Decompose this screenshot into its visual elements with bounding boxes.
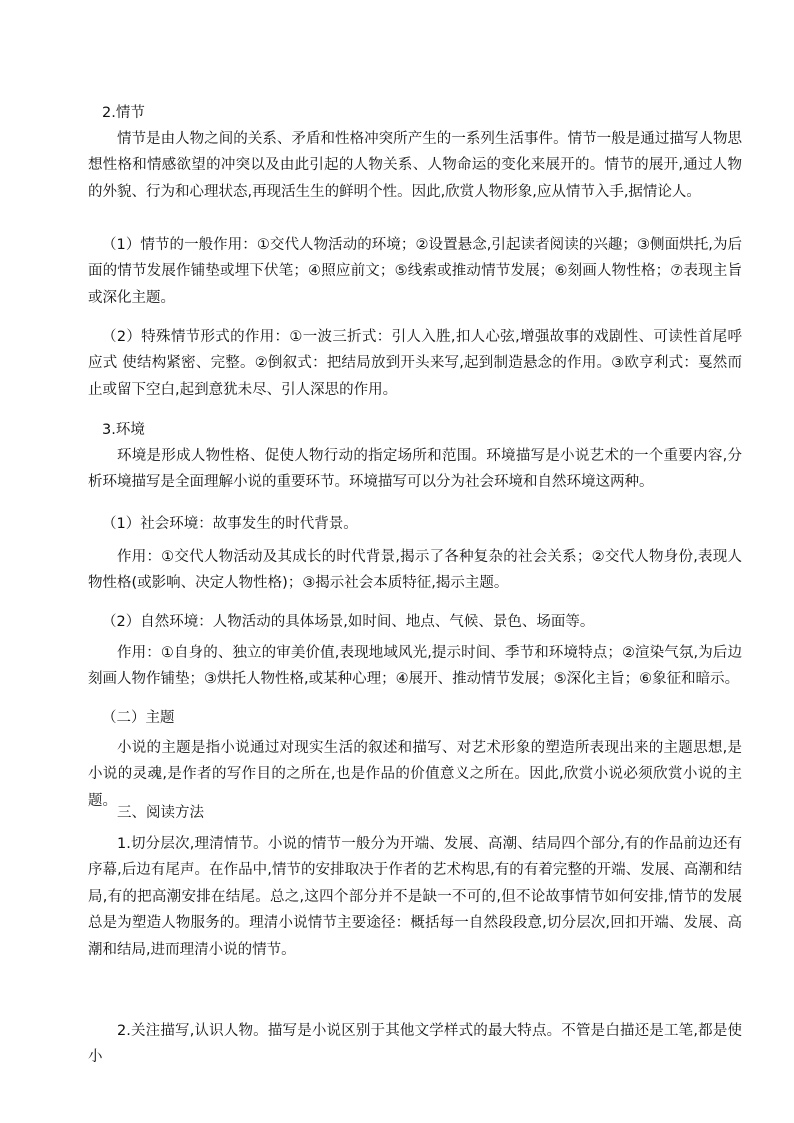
section-heading-plot: 2.情节 <box>102 105 145 121</box>
paragraph-plot-general-function: （1）情节的一般作用：①交代人物活动的环境；②设置悬念,引起读者阅读的兴趣；③侧面烘托,为后面的情节发展作铺垫或埋下伏笔；④照应前文；⑤线索或推动情节发展；⑥刻画人物性格；⑦表现主旨或深化主题。 <box>88 237 742 306</box>
paragraph-method-1: 1.切分层次,理清情节。小说的情节一般分为开端、发展、高潮、结局四个部分,有的作品前边还有序幕,后边有尾声。在作品中,情节的安排取决于作者的艺术构思,有的有着完整的开端、发展、高潮和结局,有的把高潮安排在结尾。总之,这四个部分并不是缺一不可的,但不论故事情节如何安排,情节的发展总是为塑造人物服务的。理清小说情节主要途径：概括每一自然段段意,切分层次,回扣开端、发展、高潮和结局,进而理清小说的情节。 <box>88 836 742 958</box>
paragraph-natural-environment-function: 作用：①自身的、独立的审美价值,表现地域风光,提示时间、季节和环境特点；②渲染气氛,为后边刻画人物作铺垫；③烘托人物性格,或某种心理；④展开、推动情节发展；⑤深化主旨；⑥象征和暗示。 <box>88 645 742 688</box>
paragraph-plot-special-forms: （2）特殊情节形式的作用：①一波三折式：引人入胜,扣人心弦,增强故事的戏剧性、可读性首尾呼应式 使结构紧密、完整。②倒叙式：把结局放到开头来写,起到制造悬念的作用。③欧亨利式：戛然而止或留下空白,起到意犹未尽、引人深思的作用。 <box>88 329 742 398</box>
section-heading-reading-methods: 三、阅读方法 <box>117 805 204 821</box>
paragraph-natural-environment: （2）自然环境：人物活动的具体场景,如时间、地点、气候、景色、场面等。 <box>102 614 595 630</box>
paragraph-environment-definition: 环境是形成人物性格、促使人物行动的指定场所和范围。环境描写是小说艺术的一个重要内容,分析环境描写是全面理解小说的重要环节。环境描写可以分为社会环境和自然环境这两种。 <box>88 448 742 491</box>
section-heading-environment: 3.环境 <box>102 422 145 438</box>
paragraph-social-environment-function: 作用：①交代人物活动及其成长的时代背景,揭示了各种复杂的社会关系；②交代人物身份,表现人物性格(或影响、决定人物性格)；③揭示社会本质特征,揭示主题。 <box>88 549 742 592</box>
paragraph-plot-definition: 情节是由人物之间的关系、矛盾和性格冲突所产生的一系列生活事件。情节一般是通过描写人物思想性格和情感欲望的冲突以及由此引起的人物关系、人物命运的变化来展开的。情节的展开,通过人物的外貌、行为和心理状态,再现活生生的鲜明个性。因此,欣赏人物形象,应从情节入手,据情论人。 <box>88 131 742 200</box>
section-heading-theme: （二）主题 <box>102 710 175 726</box>
paragraph-social-environment: （1）社会环境：故事发生的时代背景。 <box>102 516 358 532</box>
paragraph-theme: 小说的主题是指小说通过对现实生活的叙述和描写、对艺术形象的塑造所表现出来的主题思想,是小说的灵魂,是作者的写作目的之所在,也是作品的价值意义之所在。因此,欣赏小说必须欣赏小说的主题。 <box>88 740 742 809</box>
paragraph-method-2: 2.关注描写,认识人物。描写是小说区别于其他文学样式的最大特点。不管是白描还是工笔,都是使小 <box>88 1023 742 1066</box>
